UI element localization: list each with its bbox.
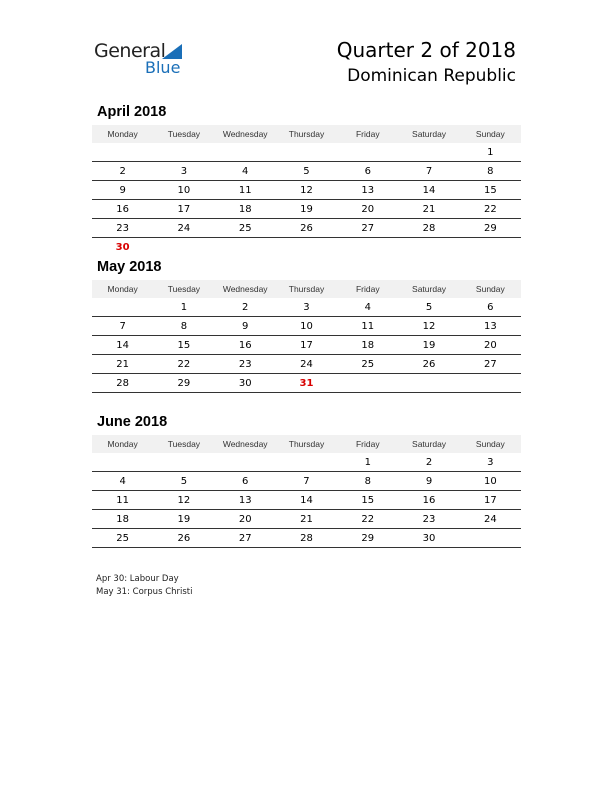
weekday-header: Tuesday — [153, 435, 214, 453]
day-cell: 30 — [115, 241, 130, 253]
day-cell: 15 — [337, 491, 398, 510]
day-cell: 10 — [460, 472, 521, 491]
day-cell: 23 — [215, 355, 276, 374]
weekday-header: Sunday — [460, 125, 521, 143]
week-row — [92, 453, 521, 472]
day-cell: 21 — [92, 355, 153, 374]
day-cell: 5 — [276, 162, 337, 181]
day-cell: 29 — [153, 374, 214, 393]
day-cell: 19 — [276, 200, 337, 219]
day-cell: 13 — [337, 181, 398, 200]
day-cell: 1 — [153, 298, 214, 317]
day-cell: 18 — [92, 510, 153, 529]
logo-blue-text: Blue — [145, 58, 181, 77]
day-cell — [215, 143, 276, 162]
week-row — [92, 510, 521, 529]
day-cell: 19 — [398, 336, 459, 355]
day-cell: 7 — [92, 317, 153, 336]
day-cell: 6 — [215, 472, 276, 491]
week-row — [92, 491, 521, 510]
day-cell: 11 — [215, 181, 276, 200]
day-cell: 28 — [398, 219, 459, 238]
day-cell: 16 — [215, 336, 276, 355]
day-cell — [153, 143, 214, 162]
month-june — [92, 413, 521, 548]
day-cell: 7 — [276, 472, 337, 491]
weekday-header: Thursday — [276, 280, 337, 298]
holiday-notes — [96, 573, 193, 599]
day-cell: 14 — [398, 181, 459, 200]
day-cell: 10 — [276, 317, 337, 336]
day-cell: 18 — [337, 336, 398, 355]
day-cell: 22 — [153, 355, 214, 374]
day-cell: 4 — [215, 162, 276, 181]
weekday-header: Wednesday — [215, 435, 276, 453]
day-cell: 7 — [398, 162, 459, 181]
day-cell: 29 — [337, 529, 398, 548]
day-cell — [337, 143, 398, 162]
weekday-header: Wednesday — [215, 280, 276, 298]
weekday-header: Friday — [337, 280, 398, 298]
week-row — [92, 162, 521, 181]
day-cell — [460, 374, 521, 393]
day-cell: 2 — [215, 298, 276, 317]
logo-triangle-icon — [162, 44, 182, 59]
day-cell — [398, 374, 459, 393]
day-cell: 27 — [460, 355, 521, 374]
day-cell: 22 — [460, 200, 521, 219]
day-cell — [153, 238, 214, 257]
day-cell: 4 — [92, 472, 153, 491]
weekday-header: Saturday — [398, 125, 459, 143]
day-cell: 17 — [153, 200, 214, 219]
weekday-header: Thursday — [276, 435, 337, 453]
day-cell: 21 — [398, 200, 459, 219]
day-cell: 11 — [92, 491, 153, 510]
day-cell: 20 — [460, 336, 521, 355]
day-cell: 3 — [153, 162, 214, 181]
page-title: Quarter 2 of 2018 — [336, 38, 516, 62]
day-cell: 13 — [215, 491, 276, 510]
day-cell: 2 — [92, 162, 153, 181]
day-cell — [276, 453, 337, 472]
day-cell: 15 — [460, 181, 521, 200]
day-cell: 17 — [460, 491, 521, 510]
week-row — [92, 336, 521, 355]
weekday-header: Saturday — [398, 280, 459, 298]
day-cell: 16 — [92, 200, 153, 219]
day-cell: 23 — [398, 510, 459, 529]
day-cell: 25 — [215, 219, 276, 238]
week-row — [92, 529, 521, 548]
weekday-header: Friday — [337, 125, 398, 143]
day-cell: 27 — [337, 219, 398, 238]
week-row — [92, 298, 521, 317]
day-cell: 25 — [337, 355, 398, 374]
week-row — [92, 472, 521, 491]
weekday-header: Monday — [92, 280, 153, 298]
calendar-grid — [92, 125, 521, 256]
day-cell: 25 — [92, 529, 153, 548]
day-cell — [337, 238, 398, 257]
day-cell: 6 — [337, 162, 398, 181]
weekday-header: Tuesday — [153, 280, 214, 298]
day-cell — [92, 143, 153, 162]
day-cell — [398, 143, 459, 162]
day-cell: 27 — [215, 529, 276, 548]
day-cell — [460, 529, 521, 548]
day-cell — [215, 453, 276, 472]
day-cell: 17 — [276, 336, 337, 355]
month-may — [92, 258, 521, 393]
logo-general-text: General — [94, 40, 166, 62]
day-cell: 24 — [460, 510, 521, 529]
day-cell: 1 — [460, 143, 521, 162]
day-cell: 8 — [337, 472, 398, 491]
day-cell: 9 — [398, 472, 459, 491]
day-cell: 15 — [153, 336, 214, 355]
day-cell: 24 — [276, 355, 337, 374]
day-cell — [398, 238, 459, 257]
day-cell: 9 — [215, 317, 276, 336]
weekday-header: Thursday — [276, 125, 337, 143]
logo — [94, 40, 194, 80]
day-cell: 20 — [337, 200, 398, 219]
day-cell: 18 — [215, 200, 276, 219]
week-row — [92, 219, 521, 238]
day-cell — [92, 298, 153, 317]
day-cell: 26 — [398, 355, 459, 374]
day-cell: 16 — [398, 491, 459, 510]
weekday-header: Monday — [92, 435, 153, 453]
day-cell: 23 — [92, 219, 153, 238]
day-cell: 2 — [398, 453, 459, 472]
day-cell: 30 — [398, 529, 459, 548]
day-cell: 12 — [153, 491, 214, 510]
day-cell: 3 — [276, 298, 337, 317]
day-cell: 10 — [153, 181, 214, 200]
day-cell: 8 — [153, 317, 214, 336]
day-cell: 29 — [460, 219, 521, 238]
day-cell: 22 — [337, 510, 398, 529]
day-cell: 13 — [460, 317, 521, 336]
weekday-header: Monday — [92, 125, 153, 143]
day-cell: 1 — [337, 453, 398, 472]
day-cell: 26 — [153, 529, 214, 548]
day-cell: 5 — [398, 298, 459, 317]
day-cell: 28 — [92, 374, 153, 393]
day-cell: 4 — [337, 298, 398, 317]
weekday-header: Sunday — [460, 435, 521, 453]
month-title: June 2018 — [97, 414, 168, 430]
day-cell: 20 — [215, 510, 276, 529]
day-cell: 24 — [153, 219, 214, 238]
month-title: April 2018 — [97, 104, 167, 120]
holiday-note: May 31: Corpus Christi — [96, 587, 193, 597]
day-cell — [460, 238, 521, 257]
day-cell — [337, 374, 398, 393]
day-cell: 19 — [153, 510, 214, 529]
weekday-header: Tuesday — [153, 125, 214, 143]
day-cell: 9 — [92, 181, 153, 200]
day-cell: 26 — [276, 219, 337, 238]
day-cell: 21 — [276, 510, 337, 529]
day-cell: 8 — [460, 162, 521, 181]
day-cell: 5 — [153, 472, 214, 491]
day-cell: 14 — [276, 491, 337, 510]
day-cell: 31 — [276, 374, 337, 393]
week-row — [92, 355, 521, 374]
day-cell — [215, 238, 276, 257]
page-subtitle: Dominican Republic — [347, 66, 516, 86]
day-cell — [276, 238, 337, 257]
week-row — [92, 374, 521, 393]
calendar-grid — [92, 280, 521, 393]
weekday-header: Sunday — [460, 280, 521, 298]
day-cell: 12 — [276, 181, 337, 200]
day-cell: 12 — [398, 317, 459, 336]
holiday-note: Apr 30: Labour Day — [96, 574, 179, 584]
month-title: May 2018 — [97, 259, 162, 275]
day-cell: 6 — [460, 298, 521, 317]
week-row — [92, 181, 521, 200]
weekday-header: Saturday — [398, 435, 459, 453]
week-row — [92, 143, 521, 162]
day-cell: 14 — [92, 336, 153, 355]
weekday-header: Friday — [337, 435, 398, 453]
month-april — [92, 103, 521, 256]
day-cell: 11 — [337, 317, 398, 336]
day-cell — [276, 143, 337, 162]
day-cell: 3 — [460, 453, 521, 472]
week-row — [92, 200, 521, 219]
calendar-grid — [92, 435, 521, 548]
day-cell — [92, 453, 153, 472]
day-cell: 30 — [215, 374, 276, 393]
day-cell — [153, 453, 214, 472]
day-cell: 28 — [276, 529, 337, 548]
week-row — [92, 317, 521, 336]
week-row — [92, 238, 521, 257]
weekday-header: Wednesday — [215, 125, 276, 143]
